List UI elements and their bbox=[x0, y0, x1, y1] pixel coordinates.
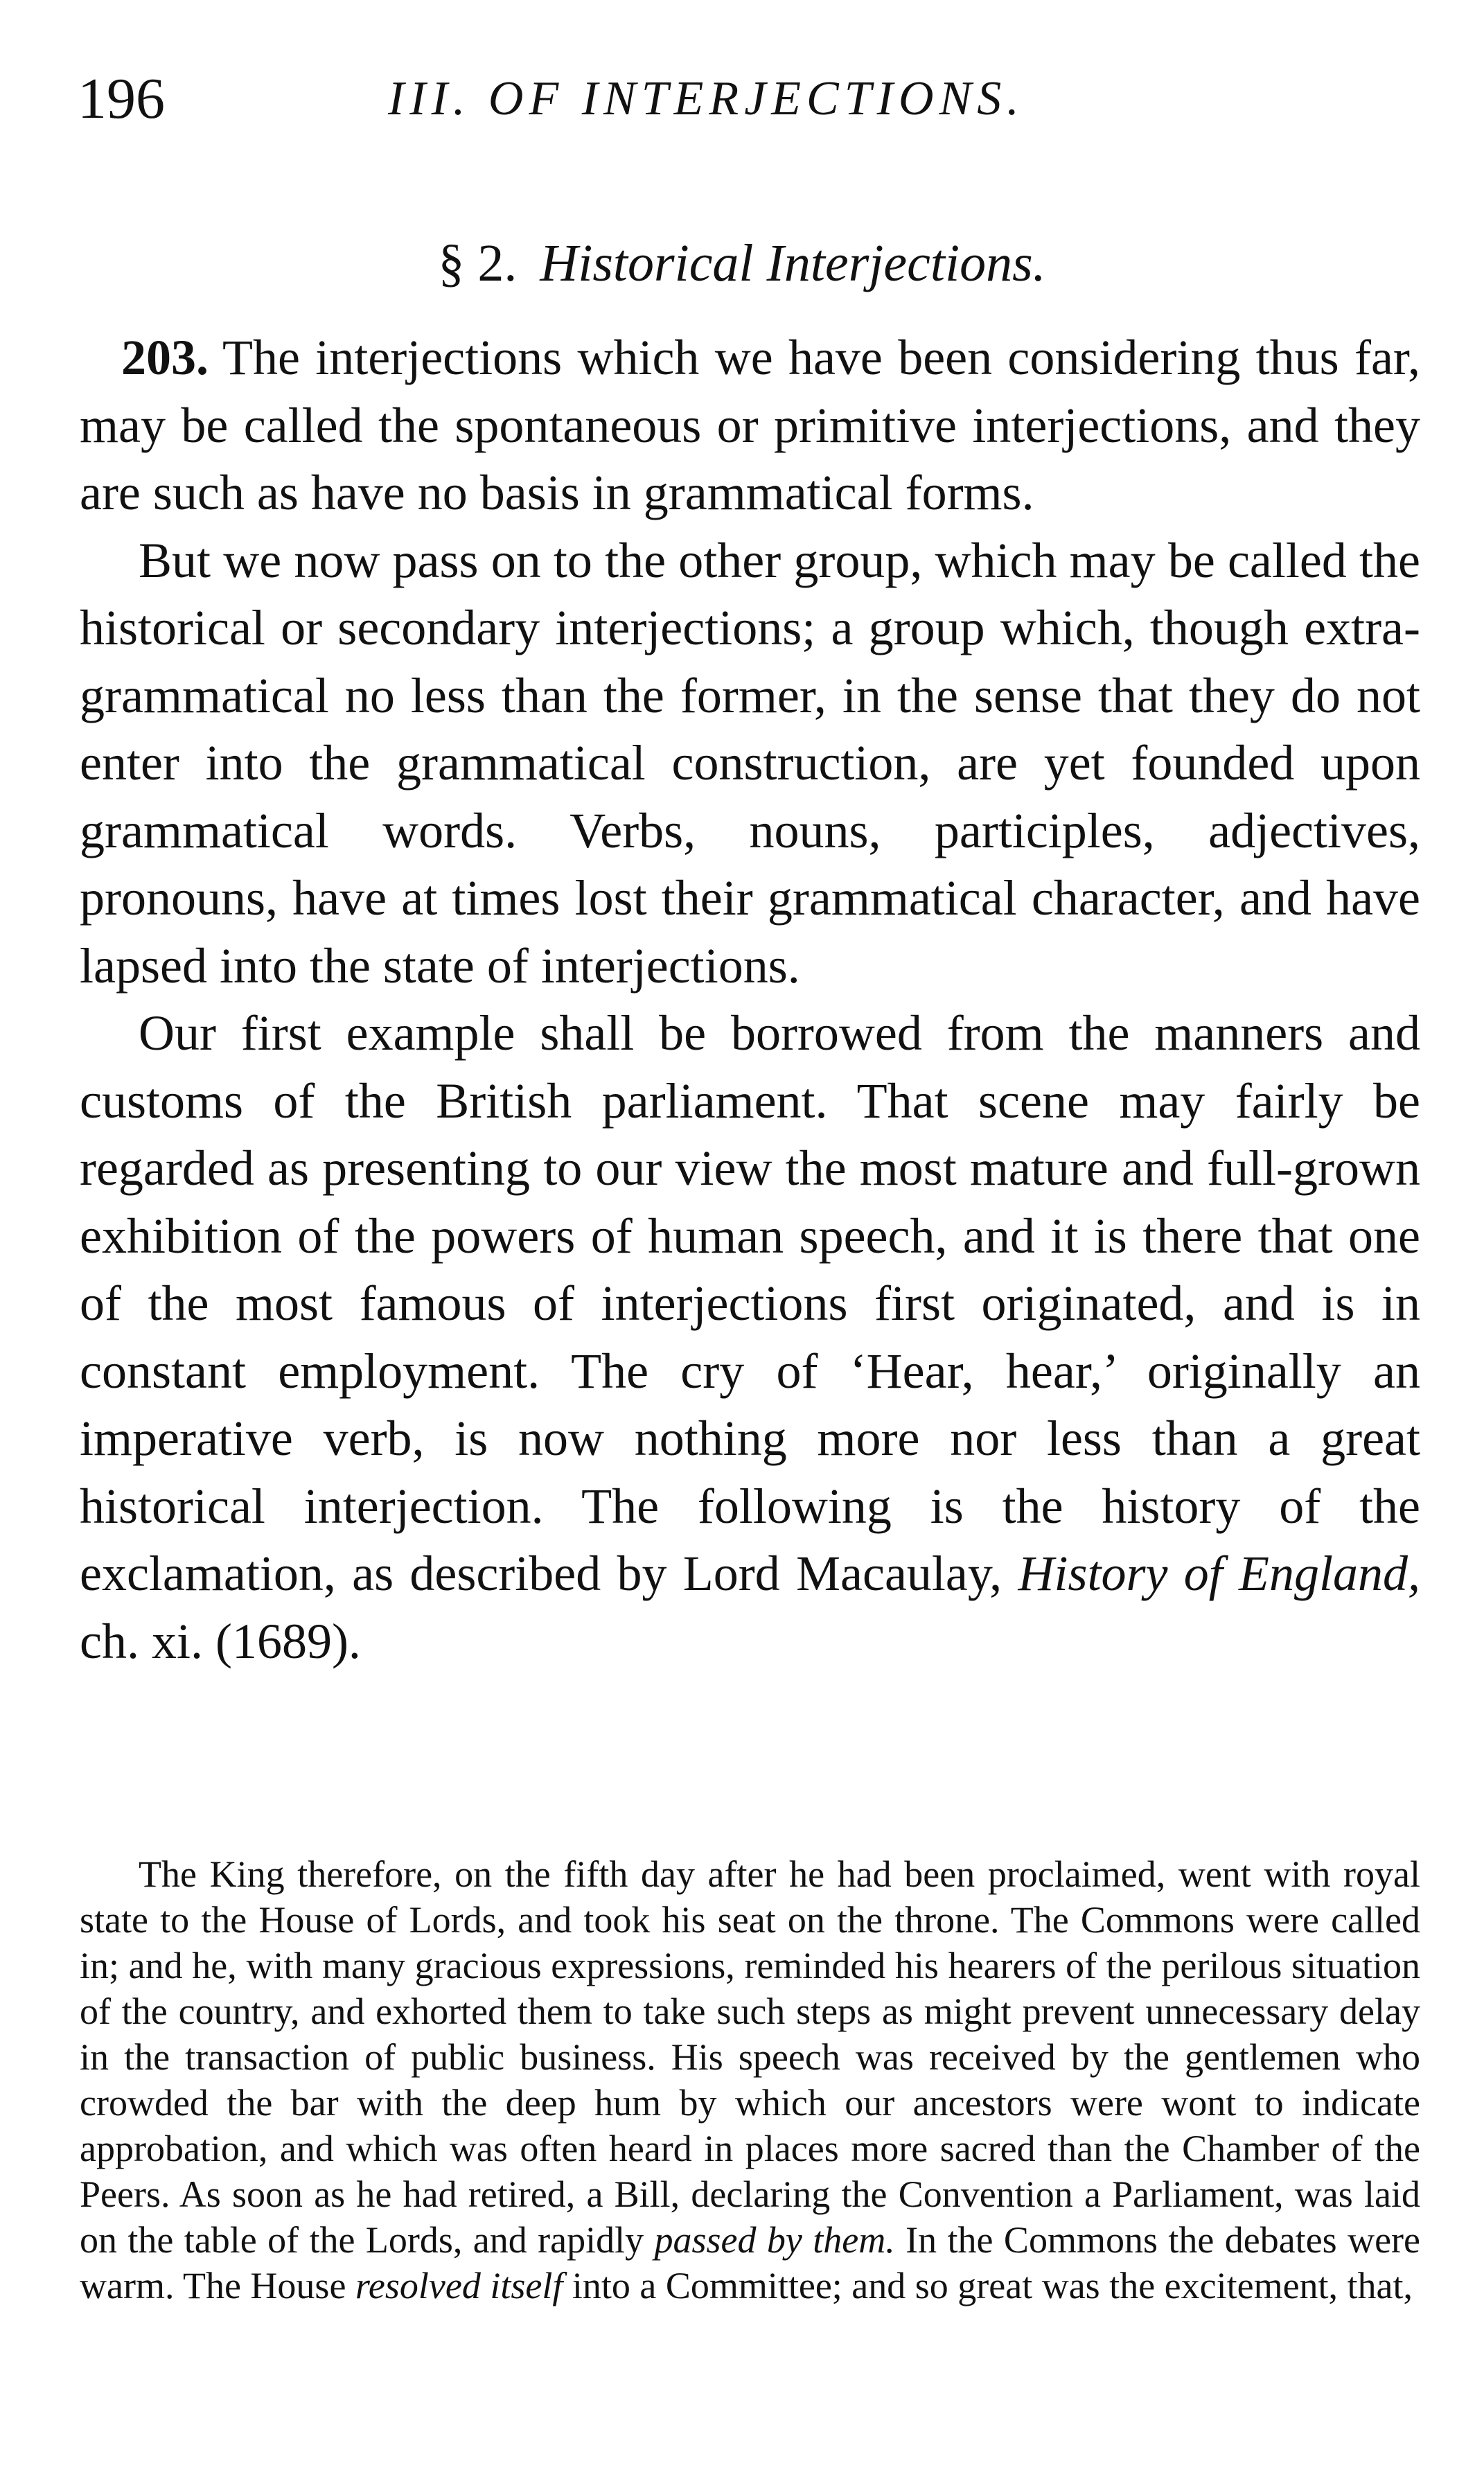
body-text bbox=[80, 324, 1420, 1675]
quote-italic-phrase: passed by them. bbox=[654, 2219, 895, 2261]
quote-italic-phrase: resolved itself bbox=[355, 2265, 563, 2306]
section-mark: § 2. bbox=[438, 234, 518, 292]
paragraph-secondary-interjections bbox=[80, 527, 1420, 1000]
paragraph-203 bbox=[80, 324, 1420, 527]
paragraph-text: Our first example shall be borrowed from the manners and customs of the British parliament. That scene may fairly be regarded as presenting to our view the most mature and full-grown exhibition of the powers of human speech, and it is there that one of the most famous of interjections first originated, and is in constant employment. The cry of ‘Hear, hear,’ originally an imperative verb, is now nothing more nor less than a great historical interjection. The following is the history of the exclamation, as described by Lord Macaulay, bbox=[80, 1005, 1420, 1601]
block-quote bbox=[80, 1851, 1420, 2309]
quote-paragraph bbox=[80, 1851, 1420, 2309]
section-heading bbox=[0, 225, 1484, 301]
paragraph-text: But we now pass on to the other group, which may be called the historical or secondary interjections; a group which, though extra-grammatical no less than the former, in the sense that they do not enter into the grammatical construction, are yet founded upon grammatical words. Verbs, nouns, participles, adjectives, pronouns, have at times lost their grammatical character, and have lapsed into the state of interjections. bbox=[80, 532, 1420, 994]
citation-reference: ch. xi. (1689). bbox=[80, 1613, 361, 1669]
running-head: III. OF INTERJECTIONS. bbox=[388, 72, 1025, 125]
quote-text: The King therefore, on the fifth day after he had been proclaimed, went with royal state to the House of Lords, and took his seat on the throne. The Commons were called in; and he, with many gracious expressions, reminded his hearers of the perilous situation of the country, and exhorted them to take such steps as might prevent unnecessary delay in the transaction of public business. His speech was received by the gentlemen who crowded the bar with the deep hum by which our ancestors were wont to indicate approbation, and which was often heard in places more sacred than the Chamber of the Peers. As soon as he had retired, a Bill, declaring the Convention a Parliament, was laid on the table of the Lords, and rapidly bbox=[80, 1853, 1420, 2261]
paragraph-parliament-example bbox=[80, 1000, 1420, 1675]
citation-title: History of England, bbox=[1018, 1546, 1420, 1601]
page-number: 196 bbox=[78, 67, 165, 131]
page-header bbox=[0, 61, 1484, 137]
paragraph-number: 203. bbox=[121, 330, 209, 385]
paragraph-text: The interjections which we have been considering thus far, may be called the spontaneous or primitive interjections, and they are such as have no basis in grammatical forms. bbox=[80, 330, 1420, 520]
quote-text-continued: In the Commons the debates were warm. The House bbox=[80, 2219, 1420, 2306]
quote-text-end: into a Committee; and so great was the excitement, that, bbox=[572, 2265, 1413, 2306]
section-title: Historical Interjections. bbox=[540, 234, 1046, 292]
